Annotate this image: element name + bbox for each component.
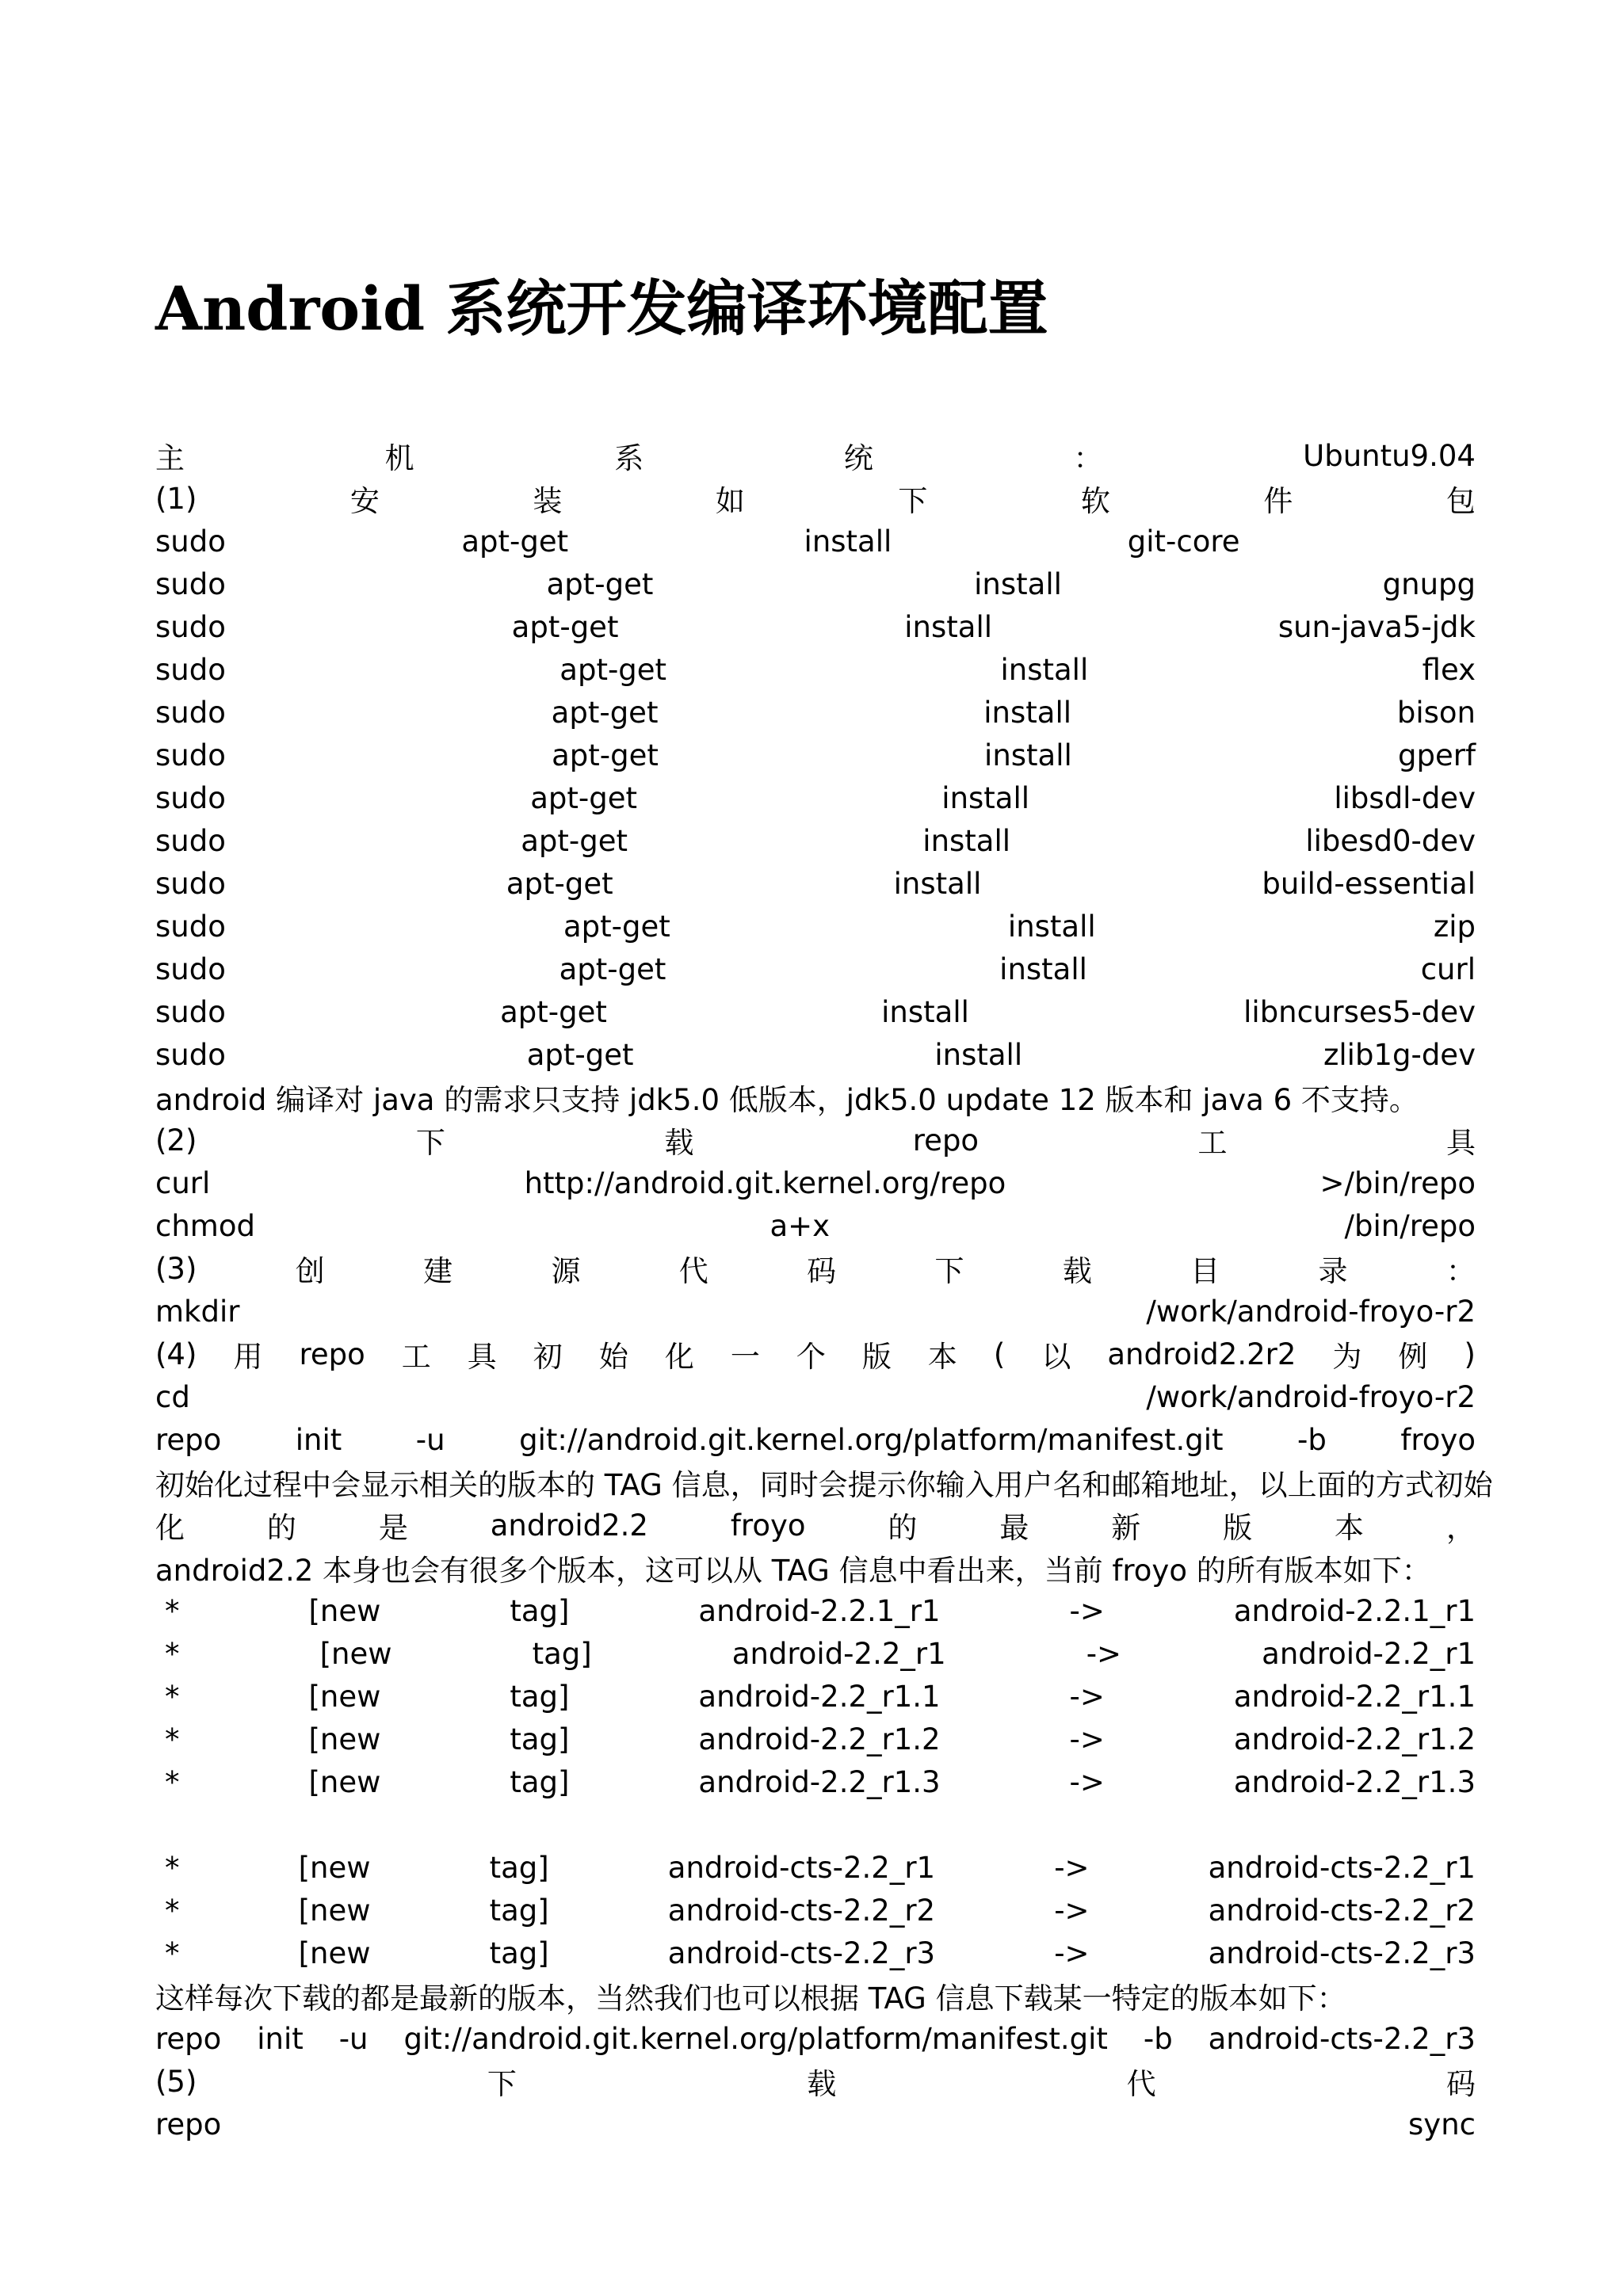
line-token: 软 [1080,484,1110,518]
line-token: sudo [155,566,226,601]
line-token: 机 [384,441,414,475]
line-token: android2.2 [490,1508,648,1543]
line-token: 用 [233,1340,263,1374]
line-token: 一 [730,1340,760,1374]
line-token: install [999,952,1087,986]
line-token: apt-get [461,524,569,559]
line-token: 化 [155,1511,185,1545]
document-line [155,1589,1476,1632]
document-line [155,1375,1476,1418]
line-token: * [165,1722,180,1756]
document-line [155,2017,1476,2060]
document-line [155,990,1476,1033]
line-token: chmod [155,1208,255,1243]
document-line [155,1504,1476,1547]
line-token: [new [298,1850,371,1885]
line-token: zip [1433,909,1476,944]
line-token: tag] [489,1893,549,1928]
line-token: 工 [401,1340,431,1374]
line-token: 新 [1111,1511,1141,1545]
line-token: -> [1069,1679,1105,1714]
line-token: 版 [1223,1511,1253,1545]
line-token: apt-get [500,994,607,1029]
line-token: [new [298,1936,371,1970]
document-line [155,1119,1476,1161]
line-token: android-cts-2.2_r3 [1208,1936,1476,1970]
line-token: sync [1408,2107,1476,2142]
line-token: 是 [378,1511,408,1545]
line-token: install [941,780,1030,815]
line-token: 统 [843,441,873,475]
line-token: android-cts-2.2_r3 [1208,2021,1476,2056]
document-line [155,905,1476,948]
line-token: 的 [266,1511,296,1545]
line-token: [new [308,1679,381,1714]
line-token: 的 [888,1511,918,1545]
line-token: http://android.git.kernel.org/repo [524,1165,1006,1200]
line-token: sun-java5-jdk [1277,609,1476,644]
line-token: * [165,1893,180,1928]
line-token: android-2.2_r1.3 [1233,1764,1476,1799]
document-line [155,563,1476,605]
line-token: 初 [533,1340,563,1374]
document-line [155,691,1476,734]
line-token: install [904,609,993,644]
document-line [155,819,1476,862]
line-token: -u [338,2021,369,2056]
line-token: -b [1143,2021,1173,2056]
line-token: sudo [155,738,226,772]
line-token: sudo [155,652,226,687]
line-token: install [934,1037,1023,1072]
line-token: android-cts-2.2_r3 [667,1936,936,1970]
line-token: repo [299,1337,365,1371]
document-line [155,776,1476,819]
document-line: android 编译对 java 的需求只支持 jdk5.0 低版本，jdk5.0 update 12 版本和 java 6 不支持。 [155,1083,1419,1117]
line-token: apt-get [546,566,654,601]
line-token: android-2.2_r1.1 [1233,1679,1476,1714]
line-token: git://android.git.kernel.org/platform/manifest.git [519,1422,1224,1457]
line-token: * [165,1679,180,1714]
document-line [155,1932,1476,1974]
line-token: sudo [155,524,226,559]
document-line [155,1632,1476,1675]
line-token: apt-get [526,1037,634,1072]
line-token: 例 [1398,1340,1428,1374]
line-token: * [165,1764,180,1799]
line-token: install [983,695,1072,730]
line-token: /work/android-froyo-r2 [1146,1294,1476,1329]
line-token: 建 [423,1254,453,1288]
document-line [155,1161,1476,1204]
line-token: /work/android-froyo-r2 [1146,1379,1476,1414]
line-token: 化 [664,1340,694,1374]
line-token: curl [155,1165,211,1200]
line-token: android-cts-2.2_r2 [667,1893,936,1928]
line-token: [new [298,1893,371,1928]
line-token: 装 [533,484,563,518]
line-token: libncurses5-dev [1243,994,1476,1029]
line-token: android-2.2_r1.1 [698,1679,941,1714]
line-token: [new [308,1764,381,1799]
line-token: install [1000,652,1089,687]
document-title: Android 系统开发编译环境配置 [155,273,1048,344]
line-token: -u [415,1422,445,1457]
line-token: -> [1054,1936,1090,1970]
line-token: 如 [715,484,745,518]
line-token: init [295,1422,342,1457]
line-token: [new [308,1593,381,1628]
line-token: froyo [1400,1422,1476,1457]
line-token: 主 [155,441,185,475]
line-token: apt-get [530,780,637,815]
line-token: sudo [155,1037,226,1072]
line-token: 工 [1197,1126,1228,1160]
line-token: * [165,1636,180,1671]
document-line [155,605,1476,648]
line-token: install [893,866,982,901]
document-line [155,862,1476,905]
line-token: 下 [934,1254,964,1288]
line-token: sudo [155,952,226,986]
document-line [155,1290,1476,1333]
line-token: 录 [1318,1254,1348,1288]
line-token: [new [308,1722,381,1756]
line-token: 载 [807,2067,837,2101]
line-token: sudo [155,866,226,901]
line-token: 目 [1190,1254,1220,1288]
line-token: -> [1086,1636,1122,1671]
line-token: tag] [510,1593,570,1628]
line-token: froyo [730,1508,806,1543]
line-token: (5) [155,2064,197,2099]
line-token: apt-get [559,952,666,986]
line-token: cd [155,1379,190,1414]
line-token: 代 [1126,2067,1156,2101]
line-token: apt-get [511,609,619,644]
document-line: 初始化过程中会显示相关的版本的 TAG 信息，同时会提示你输入用户名和邮箱地址，以上面的方式初始 [155,1468,1493,1502]
line-token: libsdl-dev [1334,780,1476,815]
line-token: init [257,2021,304,2056]
document-line [155,948,1476,990]
document-line [155,1889,1476,1932]
line-token: 下 [415,1126,445,1160]
line-token: 最 [999,1511,1029,1545]
line-token: ) [1464,1337,1476,1371]
line-token: * [165,1593,180,1628]
line-token: install [881,994,969,1029]
line-token: 为 [1332,1340,1362,1374]
line-token: 包 [1445,484,1476,518]
line-token: android-2.2.1_r1 [698,1593,941,1628]
document-line [155,1718,1476,1760]
document-line [155,434,1476,477]
line-token: -> [1054,1893,1090,1928]
line-token: ( [993,1337,1006,1371]
document-line [155,1803,1476,1846]
line-token: sudo [155,695,226,730]
document-line [155,1760,1476,1803]
line-token: ， [1445,1511,1476,1545]
line-token: ： [1073,441,1103,475]
line-token: * [165,1936,180,1970]
document-line [155,1033,1476,1076]
line-token: ： [1445,1254,1476,1288]
document-line [155,1247,1476,1290]
document-line [155,734,1476,776]
line-token: 具 [1445,1126,1476,1160]
line-token: repo [155,2021,222,2056]
line-token: git-core [1127,524,1240,559]
line-token: apt-get [521,823,628,858]
line-token: android-2.2.1_r1 [1233,1593,1476,1628]
line-token: -b [1297,1422,1327,1457]
document-line [155,1846,1476,1889]
line-token: 源 [551,1254,581,1288]
document-line [155,1333,1476,1375]
line-token: 代 [678,1254,708,1288]
line-token: android-2.2_r1 [731,1636,946,1671]
line-token: 始 [598,1340,628,1374]
line-token: android-2.2_r1.2 [1233,1722,1476,1756]
line-token: install [922,823,1011,858]
line-token: android-2.2_r1 [1262,1636,1476,1671]
line-token: 下 [487,2067,517,2101]
line-token: (3) [155,1251,197,1286]
line-token: gnupg [1382,566,1476,601]
document-line [155,520,1476,563]
line-token: 件 [1263,484,1293,518]
line-token: apt-get [563,909,670,944]
line-token: install [984,738,1072,772]
line-token: gperf [1398,738,1476,772]
line-token: (4) [155,1337,197,1371]
line-token: tag] [510,1679,570,1714]
document-line: android2.2 本身也会有很多个版本，这可以从 TAG 信息中看出来，当前 froyo 的所有版本如下： [155,1554,1431,1588]
line-token: -> [1069,1593,1105,1628]
line-token: 以 [1041,1340,1071,1374]
line-token: tag] [510,1722,570,1756]
line-token: 个 [796,1340,826,1374]
line-token: (2) [155,1123,197,1158]
line-token: a+x [769,1208,831,1243]
line-token: >/bin/repo [1319,1165,1476,1200]
line-token: android-2.2_r1.2 [698,1722,941,1756]
line-token: sudo [155,780,226,815]
line-token: 版 [861,1340,892,1374]
line-token: zlib1g-dev [1323,1037,1476,1072]
line-token: bison [1396,695,1476,730]
line-token: 下 [898,484,928,518]
line-token: 载 [664,1126,694,1160]
line-token: 系 [614,441,644,475]
document-line [155,1204,1476,1247]
line-token: libesd0-dev [1305,823,1476,858]
line-token: android2.2r2 [1107,1337,1296,1371]
line-token: build-essential [1262,866,1476,901]
line-token: 具 [467,1340,497,1374]
line-token: [new [319,1636,392,1671]
line-token: 本 [1335,1511,1365,1545]
line-token: apt-get [551,695,659,730]
document-line [155,648,1476,691]
line-token: android-2.2_r1.3 [698,1764,941,1799]
line-token: 本 [927,1340,957,1374]
line-token: 安 [349,484,380,518]
line-token: Ubuntu9.04 [1303,438,1476,473]
line-token: tag] [489,1936,549,1970]
line-token: sudo [155,909,226,944]
line-token: flex [1422,652,1476,687]
line-token: 码 [807,1254,837,1288]
line-token: repo [155,1422,222,1457]
line-token: tag] [510,1764,570,1799]
line-token: install [1007,909,1096,944]
document-line [155,477,1476,520]
line-token: sudo [155,994,226,1029]
line-token: install [974,566,1062,601]
line-token: git://android.git.kernel.org/platform/manifest.git [403,2021,1108,2056]
line-token: (1) [155,481,197,516]
line-token: sudo [155,609,226,644]
line-token: tag] [489,1850,549,1885]
document-line [155,2103,1476,2145]
line-token: * [165,1850,180,1885]
line-token: curl [1420,952,1476,986]
line-token: 码 [1445,2067,1476,2101]
line-token: -> [1054,1850,1090,1885]
document-line [155,1418,1476,1461]
line-token: android-cts-2.2_r1 [1208,1850,1476,1885]
line-token: repo [155,2107,222,2142]
line-token: -> [1069,1722,1105,1756]
line-token: -> [1069,1764,1105,1799]
document-line: 这样每次下载的都是最新的版本，当然我们也可以根据 TAG 信息下载某一特定的版本如下： [155,1981,1346,2016]
line-token: apt-get [506,866,613,901]
line-token: mkdir [155,1294,240,1329]
line-token: tag] [532,1636,592,1671]
line-token: /bin/repo [1344,1208,1476,1243]
line-token: android-cts-2.2_r2 [1208,1893,1476,1928]
line-token: sudo [155,823,226,858]
line-token: android-cts-2.2_r1 [667,1850,936,1885]
line-token: 创 [295,1254,325,1288]
document-line [155,2060,1476,2103]
document-line [155,1675,1476,1718]
line-token: apt-get [559,652,667,687]
document-body [155,434,1493,2145]
line-token: repo [912,1123,980,1158]
line-token: 载 [1062,1254,1092,1288]
line-token: install [804,524,892,559]
line-token: apt-get [552,738,659,772]
